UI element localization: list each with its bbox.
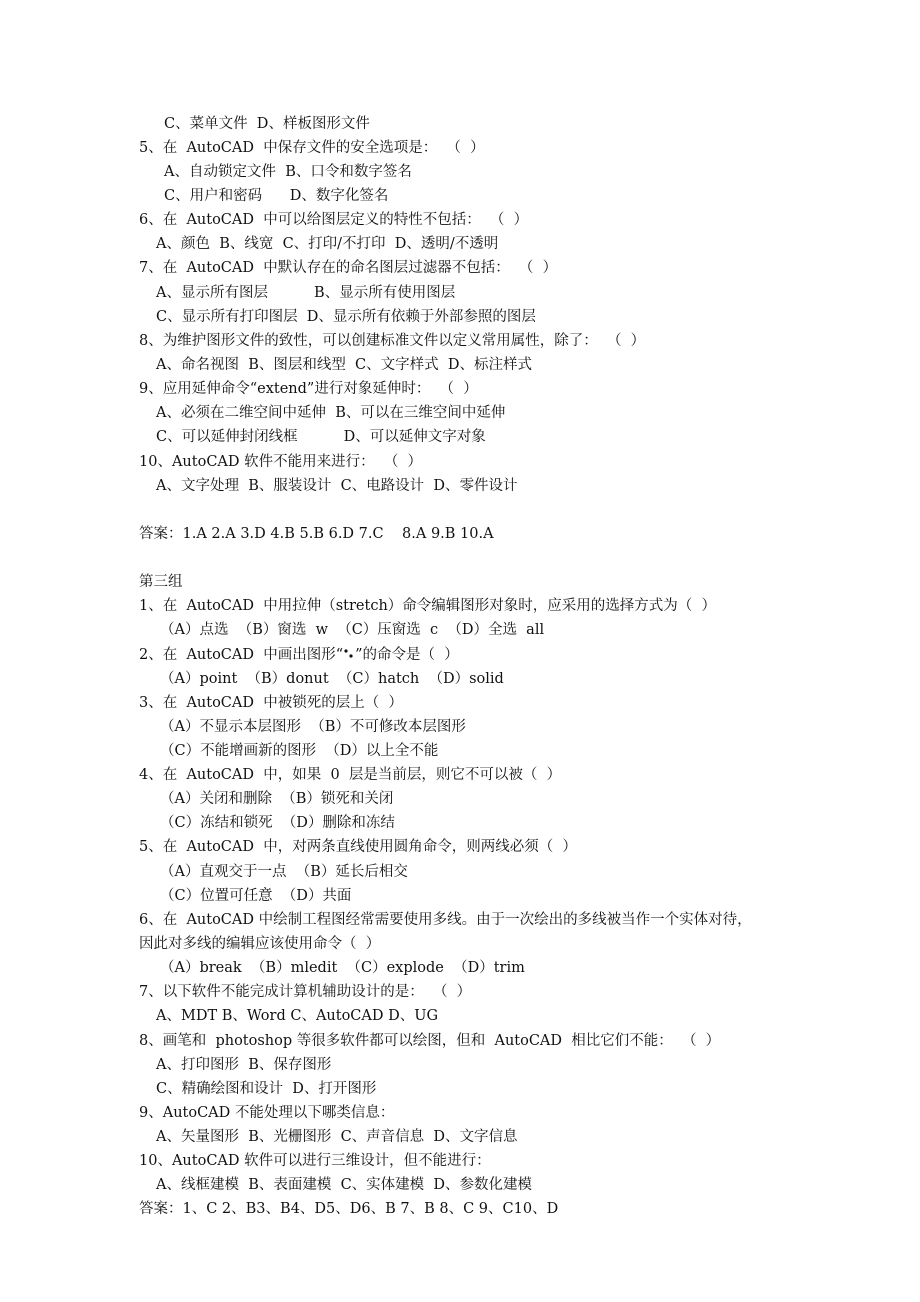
option-line: （A）不显示本层图形 （B）不可修改本层图形 bbox=[160, 719, 466, 735]
option-line: （A）关闭和删除 （B）锁死和关闭 bbox=[160, 791, 394, 807]
option-line: A、文字处理 B、服装设计 C、电路设计 D、零件设计 bbox=[156, 478, 518, 494]
option-line: A、颜色 B、线宽 C、打印/不打印 D、透明/不透明 bbox=[156, 236, 499, 252]
option-line: A、自动锁定文件 B、口令和数字签名 bbox=[164, 164, 412, 180]
option-line: C、用户和密码 D、数字化签名 bbox=[164, 188, 389, 204]
question-line: 8、为维护图形文件的致性，可以创建标准文件以定义常用属性，除了： （ ） bbox=[139, 333, 646, 349]
question-line: 10、AutoCAD 软件不能用来进行： （ ） bbox=[139, 454, 423, 470]
option-line: （A）直观交于一点 （B）延长后相交 bbox=[160, 864, 408, 880]
question-line: 9、AutoCAD 不能处理以下哪类信息： bbox=[139, 1105, 395, 1121]
question-line-continued: 因此对多线的编辑应该使用命令（ ） bbox=[139, 936, 381, 952]
question-line bbox=[139, 645, 459, 665]
question-line: 6、在 AutoCAD 中可以给图层定义的特性不包括： （ ） bbox=[139, 212, 529, 228]
question-line: 7、在 AutoCAD 中默认存在的命名图层过滤器不包括： （ ） bbox=[139, 260, 558, 276]
shape-figure-icon bbox=[343, 647, 355, 661]
answer-line: 答案：1、C 2、B3、B4、D5、D6、B 7、B 8、C 9、C10、D bbox=[139, 1201, 559, 1217]
option-line: A、矢量图形 B、光栅图形 C、声音信息 D、文字信息 bbox=[156, 1129, 518, 1145]
option-line: （C）冻结和锁死 （D）删除和冻结 bbox=[160, 815, 395, 831]
option-line: （C）不能增画新的图形 （D）以上全不能 bbox=[160, 743, 439, 759]
question-line: 7、以下软件不能完成计算机辅助设计的是： （ ） bbox=[139, 984, 472, 1000]
option-line: （A）point （B）donut （C）hatch （D）solid bbox=[160, 671, 504, 687]
option-line: C、可以延伸封闭线框 D、可以延伸文字对象 bbox=[156, 429, 486, 445]
question-text-start: 2、在 AutoCAD 中画出图形“ bbox=[139, 647, 344, 663]
question-line: 9、应用延伸命令“extend”进行对象延伸时： （ ） bbox=[139, 381, 478, 397]
question-line: 5、在 AutoCAD 中保存文件的安全选项是： （ ） bbox=[139, 140, 485, 156]
option-line: （A）点选 （B）窗选 w （C）压窗选 c （D）全选 all bbox=[160, 622, 545, 638]
option-line: A、显示所有图层 B、显示所有使用图层 bbox=[156, 285, 456, 301]
question-line: 10、AutoCAD 软件可以进行三维设计，但不能进行： bbox=[139, 1153, 491, 1169]
section-heading: 第三组 bbox=[139, 574, 183, 590]
answer-line: 答案：1.A 2.A 3.D 4.B 5.B 6.D 7.C 8.A 9.B 10.A bbox=[139, 526, 494, 542]
question-line: 4、在 AutoCAD 中，如果 0 层是当前层，则它不可以被（ ） bbox=[139, 767, 562, 783]
option-line: （A）break （B）mledit （C）explode （D）trim bbox=[160, 960, 525, 976]
option-line: A、必须在二维空间中延伸 B、可以在三维空间中延伸 bbox=[156, 405, 506, 421]
option-line: C、精确绘图和设计 D、打开图形 bbox=[156, 1081, 377, 1097]
option-line: A、线框建模 B、表面建模 C、实体建模 D、参数化建模 bbox=[156, 1177, 532, 1193]
option-line: A、打印图形 B、保存图形 bbox=[156, 1057, 332, 1073]
text-line: C、菜单文件 D、样板图形文件 bbox=[164, 116, 370, 132]
option-line: C、显示所有打印图层 D、显示所有依赖于外部参照的图层 bbox=[156, 309, 536, 325]
question-line: 1、在 AutoCAD 中用拉伸（stretch）命令编辑图形对象时，应采用的选择方式为（ ） bbox=[139, 598, 717, 614]
option-line: A、命名视图 B、图层和线型 C、文字样式 D、标注样式 bbox=[156, 357, 532, 373]
option-line: A、MDT B、Word C、AutoCAD D、UG bbox=[156, 1008, 439, 1024]
question-line: 6、在 AutoCAD 中绘制工程图经常需要使用多线。由于一次绘出的多线被当作一个实体对待， bbox=[139, 912, 752, 928]
question-text-end: ”的命令是（ ） bbox=[355, 647, 459, 663]
question-line: 8、画笔和 photoshop 等很多软件都可以绘图，但和 AutoCAD 相比它们不能： （ ） bbox=[139, 1033, 721, 1049]
option-line: （C）位置可任意 （D）共面 bbox=[160, 888, 352, 904]
question-line: 5、在 AutoCAD 中，对两条直线使用圆角命令，则两线必须（ ） bbox=[139, 839, 577, 855]
question-line: 3、在 AutoCAD 中被锁死的层上（ ） bbox=[139, 695, 403, 711]
